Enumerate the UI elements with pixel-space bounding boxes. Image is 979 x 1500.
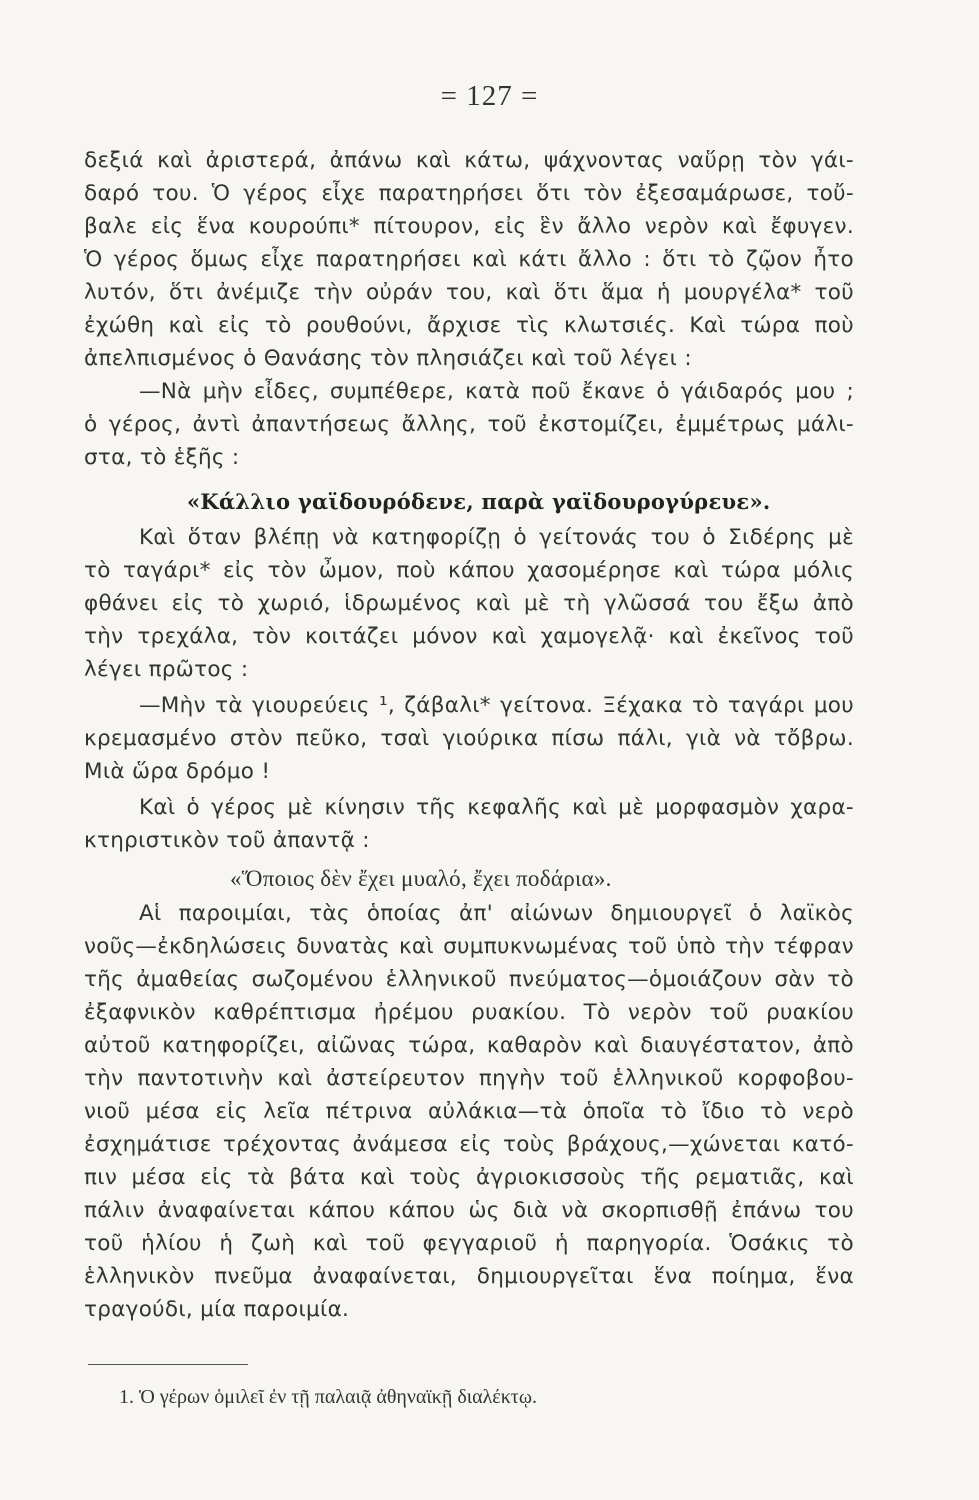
text-line: ἑλληνικὸν πνεῦμα ἀναφαίνεται, δημιουργεῖται ἕνα ποίημα, ἕνα	[84, 1264, 854, 1289]
text-line: Αἱ παροιμίαι, τὰς ὁποίας ἀπ' αἰώνων δημιουργεῖ ὁ λαϊκὸς	[139, 901, 854, 926]
proverb-quote: «Ὅποιος δὲν ἔχει μυαλό, ἔχει ποδάρια».	[230, 866, 612, 891]
text-line: πάλιν ἀναφαίνεται κάπου κάπου ὡς διὰ νὰ σκορπισθῇ ἐπάνω του	[84, 1198, 854, 1223]
text-line: τὴν παντοτινὴν καὶ ἀστείρευτον πηγὴν τοῦ ἑλληνικοῦ κορφοβου-	[84, 1066, 854, 1091]
text-line: Μιὰ ὥρα δρόμο !	[84, 759, 271, 784]
text-line: πιν μέσα εἰς τὰ βάτα καὶ τοὺς ἀγριοκισσοὺς τῆς ρεματιᾶς, καὶ	[84, 1165, 854, 1190]
text-line: βαλε εἰς ἕνα κουρούπι* πίτουρον, εἰς ἓν ἄλλο νερὸν καὶ ἔφυγεν.	[84, 214, 854, 239]
footnote: 1. Ὁ γέρων ὁμιλεῖ ἐν τῇ παλαιᾷ ἀθηναϊκῇ διαλέκτῳ.	[119, 1386, 537, 1408]
text-line: τοῦ ἡλίου ἡ ζωὴ καὶ τοῦ φεγγαριοῦ ἡ παρηγορία. Ὁσάκις τὸ	[84, 1231, 854, 1256]
text-line: Ὁ γέρος ὅμως εἶχε παρατηρήσει καὶ κάτι ἄλλο : ὅτι τὸ ζῷον ἦτο	[84, 247, 854, 272]
footnote-divider	[88, 1364, 248, 1365]
text-line: αὐτοῦ κατηφορίζει, αἰῶνας τώρα, καθαρὸν καὶ διαυγέστατον, ἀπὸ	[84, 1033, 854, 1058]
text-line: ἀπελπισμένος ὁ Θανάσης τὸν πλησιάζει καὶ τοῦ λέγει :	[84, 346, 692, 371]
text-line: τὸ ταγάρι* εἰς τὸν ὦμον, ποὺ κάπου χασομέρησε καὶ τώρα μόλις	[84, 558, 854, 583]
text-line: νοῦς—ἐκδηλώσεις δυνατὰς καὶ συμπυκνωμένας τοῦ ὑπὸ τὴν τέφραν	[84, 934, 854, 959]
text-line: ἐχώθη καὶ εἰς τὸ ρουθούνι, ἄρχισε τὶς κλωτσιές. Καὶ τώρα ποὺ	[84, 313, 854, 338]
text-line: ἐσχημάτισε τρέχοντας ἀνάμεσα εἰς τοὺς βράχους,—χώνεται κατό-	[84, 1132, 854, 1157]
text-line: στα, τὸ ἑξῆς :	[84, 445, 240, 470]
text-line: τὴν τρεχάλα, τὸν κοιτάζει μόνον καὶ χαμογελᾷ· καὶ ἐκεῖνος τοῦ	[84, 624, 854, 649]
text-line: Καὶ ὁ γέρος μὲ κίνησιν τῆς κεφαλῆς καὶ μὲ μορφασμὸν χαρα-	[139, 795, 854, 820]
text-line: φθάνει εἰς τὸ χωριό, ἱδρωμένος καὶ μὲ τὴ γλῶσσά του ἔξω ἀπὸ	[84, 591, 854, 616]
text-line: ἐξαφνικὸν καθρέπτισμα ἠρέμου ρυακίου. Τὸ νερὸν τοῦ ρυακίου	[84, 1000, 854, 1025]
proverb-bold: «Κάλλιο γαϊδουρόδενε, παρὰ γαϊδουρογύρευε».	[187, 489, 771, 514]
text-line: —Νὰ μὴν εἶδες, συμπέθερε, κατὰ ποῦ ἔκανε ὁ γάιδαρός μου ;	[139, 379, 854, 404]
text-line: ὁ γέρος, ἀντὶ ἀπαντήσεως ἄλλης, τοῦ ἐκστομίζει, ἐμμέτρως μάλι-	[84, 412, 854, 437]
text-line: νιοῦ μέσα εἰς λεῖα πέτρινα αὐλάκια—τὰ ὁποῖα τὸ ἴδιο τὸ νερὸ	[84, 1099, 854, 1124]
page-number: = 127 =	[440, 80, 539, 112]
text-line: λυτόν, ὅτι ἀνέμιζε τὴν οὐράν του, καὶ ὅτι ἅμα ἡ μουργέλα* τοῦ	[84, 280, 854, 305]
text-line: δαρό του. Ὁ γέρος εἶχε παρατηρήσει ὅτι τὸν ἐξεσαμάρωσε, τοὔ-	[84, 181, 854, 206]
text-line: τῆς ἀμαθείας σωζομένου ἑλληνικοῦ πνεύματος—ὁμοιάζουν σὰν τὸ	[84, 967, 854, 992]
text-line: δεξιά καὶ ἀριστερά, ἀπάνω καὶ κάτω, ψάχνοντας ναὕρῃ τὸν γάι-	[84, 148, 854, 173]
text-line: τραγούδι, μία παροιμία.	[84, 1297, 350, 1322]
text-line: κτηριστικὸν τοῦ ἀπαντᾷ :	[84, 828, 370, 853]
text-line: —Μὴν τὰ γιουρεύεις ¹, ζάβαλι* γείτονα. Ξέχακα τὸ ταγάρι μου	[139, 693, 854, 718]
text-line: λέγει πρῶτος :	[84, 657, 249, 682]
text-line: Καὶ ὅταν βλέπῃ νὰ κατηφορίζῃ ὁ γείτονάς του ὁ Σιδέρης μὲ	[139, 525, 854, 550]
text-line: κρεμασμένο στὸν πεῦκο, τσαὶ γιούρικα πίσω πάλι, γιὰ νὰ τὄβρω.	[84, 726, 854, 751]
